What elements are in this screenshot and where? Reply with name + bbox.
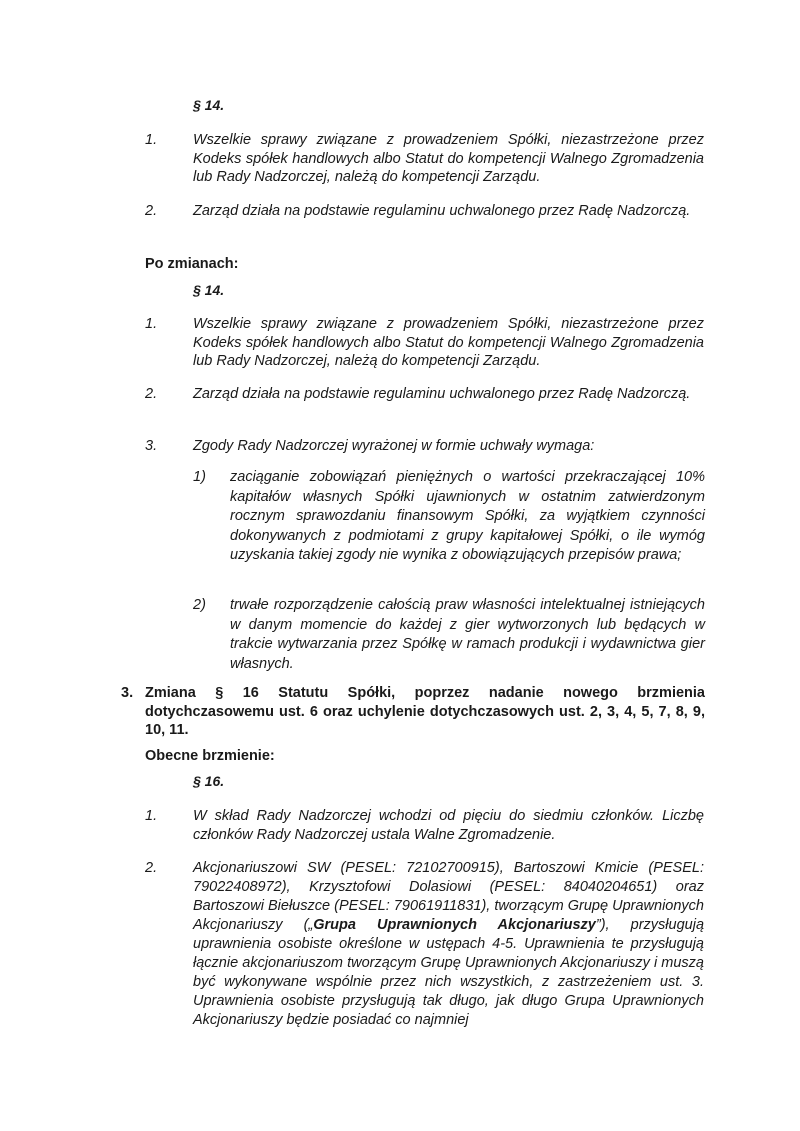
after-changes-label: Po zmianach: <box>145 256 239 272</box>
item-number: 2. <box>145 386 158 402</box>
item-text-part-1: Akcjonariuszowi SW (PESEL: 72102700915), Bartoszowi Kmicie (PESEL: 79022408972), Krzysztofowi Dolasiowi (PESEL: 84040204651) oraz Bartoszowi Biełuszce (PESEL: 79061911831), tworzącym Grupę Uprawnionych Akcjonariuszy („ <box>193 860 704 933</box>
section-title: Zmiana § 16 Statutu Spółki, poprzez nadanie nowego brzmienia dotychczasowemu ust. 6 oraz uchylenie dotychczasowych ust. 2, 3, 4, 5, 7, 8, 9, 10, 11. <box>145 685 705 738</box>
current-wording-label: Obecne brzmienie: <box>145 748 275 764</box>
defined-term: Grupa Uprawnionych Akcjonariuszy <box>313 917 596 933</box>
subitem-number: 2) <box>193 597 206 613</box>
item-text: Wszelkie sprawy związane z prowadzeniem Spółki, niezastrzeżone przez Kodeks spółek handlowych albo Statut do kompetencji Walnego Zgromadzenia lub Rady Nadzorczej, należą do kompetencji Zarządu. <box>193 132 704 185</box>
section-number: 3. <box>121 685 134 701</box>
item-number: 1. <box>145 808 158 824</box>
subitem-text: zaciąganie zobowiązań pieniężnych o wartości przekraczającej 10% kapitałów własnych Spółki ujawnionych w ostatnim zatwierdzonym rocznym sprawozdaniu finansowym Spółki, za wyjątkiem czynności dokonywanych z podmiotami z grupy kapitałowej Spółki, o ile wymóg uzyskania takiej zgody nie wynika z obowiązujących przepisów prawa; <box>230 469 705 563</box>
item-text: Zarząd działa na podstawie regulaminu uchwalonego przez Radę Nadzorczą. <box>193 386 691 402</box>
item-number: 2. <box>145 860 158 876</box>
paragraph-heading-16: § 16. <box>193 773 225 789</box>
paragraph-heading-14-after: § 14. <box>193 282 225 298</box>
item-text: W skład Rady Nadzorczej wchodzi od pięciu do siedmiu członków. Liczbę członków Rady Nadzorczej ustala Walne Zgromadzenie. <box>193 808 704 843</box>
item-text: Zgody Rady Nadzorczej wyrażonej w formie uchwały wymaga: <box>193 438 595 454</box>
item-text <box>193 859 704 1030</box>
item-text: Wszelkie sprawy związane z prowadzeniem Spółki, niezastrzeżone przez Kodeks spółek handlowych albo Statut do kompetencji Walnego Zgromadzenia lub Rady Nadzorczej, należą do kompetencji Zarządu. <box>193 316 704 369</box>
item-text: Zarząd działa na podstawie regulaminu uchwalonego przez Radę Nadzorczą. <box>193 203 691 219</box>
item-text-part-2: ”), przysługują uprawnienia osobiste określone w ustępach 4-5. Uprawnienia te przysługują łącznie akcjonariuszom tworzącym Grupę Uprawnionych Akcjonariuszy i muszą być wykonywane wspólnie przez nich wszystkich, z zastrzeżeniem ust. 3. Uprawnienia osobiste przysługują tak długo, jak długo Grupa Uprawnionych Akcjonariuszy będzie posiadać co najmniej <box>193 917 705 1028</box>
paragraph-heading-14-before: § 14. <box>193 97 225 113</box>
item-number: 1. <box>145 132 158 148</box>
subitem-text: trwałe rozporządzenie całością praw własności intelektualnej istniejących w danym momencie do każdej z gier wytworzonych lub będących w trakcie wytwarzania przez Spółkę w ramach produkcji i wydawnictwa gier własnych. <box>230 597 705 672</box>
item-number: 1. <box>145 316 158 332</box>
item-number: 3. <box>145 438 158 454</box>
item-number: 2. <box>145 203 158 219</box>
subitem-number: 1) <box>193 469 206 485</box>
